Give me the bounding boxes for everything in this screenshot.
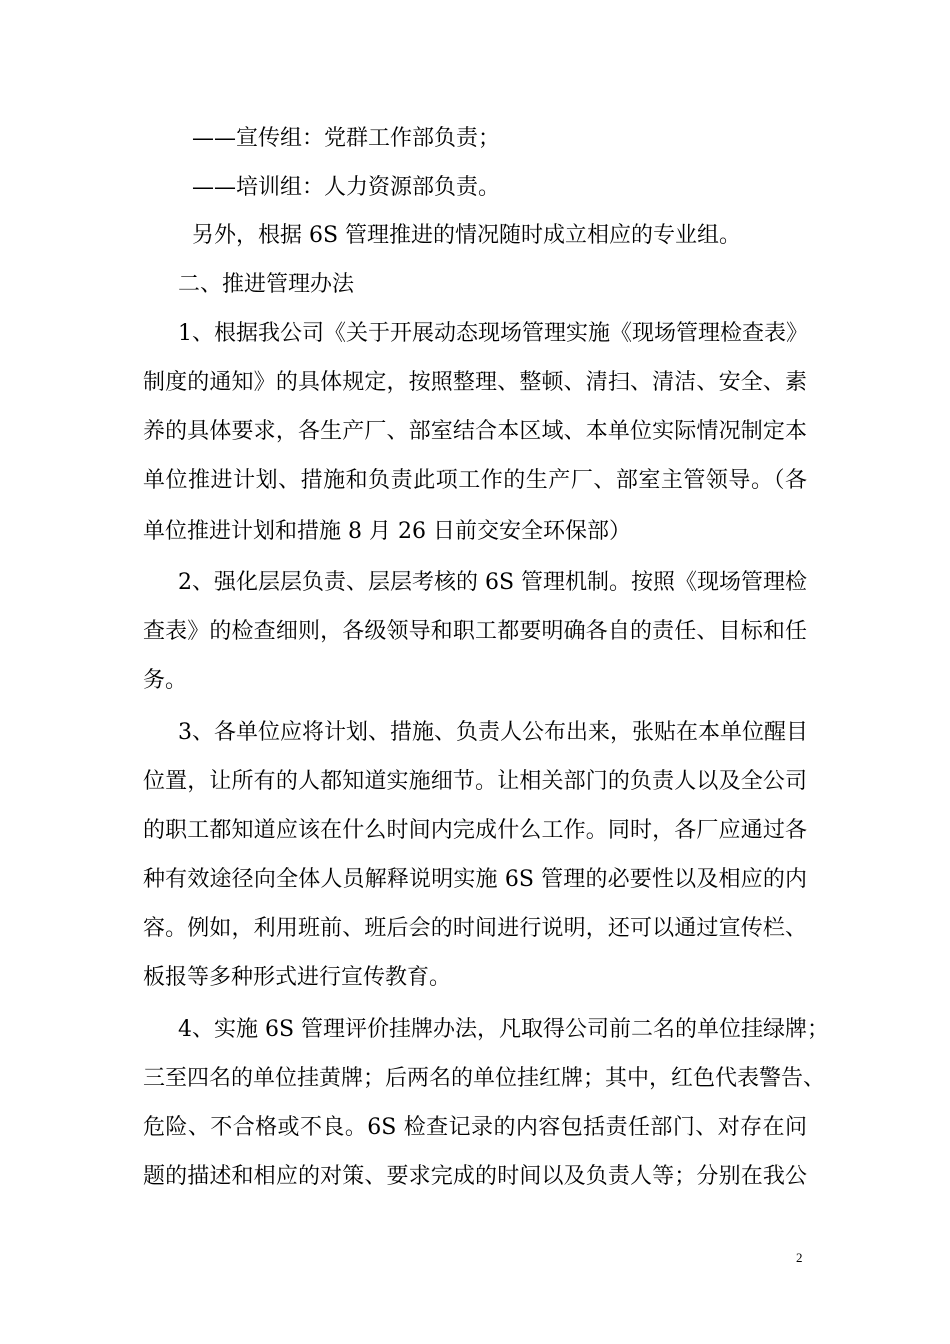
paragraph-1-line-5: 单位推进计划和措施 8 月 26 日前交安全环保部） bbox=[143, 519, 631, 544]
paragraph-1-line-2: 制度的通知》的具体规定，按照整理、整顿、清扫、清洁、安全、素 bbox=[143, 370, 807, 395]
paragraph-3-line-5: 容。例如，利用班前、班后会的时间进行说明，还可以通过宣传栏、 bbox=[143, 916, 807, 941]
text-line-training-group: ——培训组：人力资源部负责。 bbox=[192, 175, 501, 200]
text-line-specialized-groups: 另外，根据 6S 管理推进的情况随时成立相应的专业组。 bbox=[192, 223, 742, 248]
text-line-propaganda-group: ——宣传组：党群工作部负责； bbox=[192, 126, 501, 151]
page-number: 2 bbox=[796, 1250, 803, 1265]
paragraph-4-line-2: 三至四名的单位挂黄牌；后两名的单位挂红牌；其中，红色代表警告、 bbox=[143, 1066, 826, 1091]
paragraph-4-line-3: 危险、不合格或不良。6S 检查记录的内容包括责任部门、对存在问 bbox=[143, 1115, 807, 1140]
paragraph-1-line-3: 养的具体要求，各生产厂、部室结合本区域、本单位实际情况制定本 bbox=[143, 419, 807, 444]
paragraph-3-line-4: 种有效途径向全体人员解释说明实施 6S 管理的必要性以及相应的内 bbox=[143, 867, 807, 892]
paragraph-2-line-3: 务。 bbox=[143, 668, 188, 693]
paragraph-3-line-2: 位置，让所有的人都知道实施细节。让相关部门的负责人以及全公司 bbox=[143, 769, 807, 794]
paragraph-4-line-1: 4、实施 6S 管理评价挂牌办法，凡取得公司前二名的单位挂绿牌； bbox=[178, 1017, 830, 1042]
paragraph-1-line-4: 单位推进计划、措施和负责此项工作的生产厂、部室主管领导。（各 bbox=[143, 468, 807, 493]
paragraph-4-line-4: 题的描述和相应的对策、要求完成的时间以及负责人等；分别在我公 bbox=[143, 1164, 807, 1189]
paragraph-3-line-6: 板报等多种形式进行宣传教育。 bbox=[143, 965, 452, 990]
paragraph-2-line-1: 2、强化层层负责、层层考核的 6S 管理机制。按照《现场管理检 bbox=[178, 570, 808, 595]
paragraph-3-line-1: 3、各单位应将计划、措施、负责人公布出来，张贴在本单位醒目 bbox=[178, 720, 808, 745]
section-heading-management-methods: 二、推进管理办法 bbox=[178, 272, 355, 297]
paragraph-3-line-3: 的职工都知道应该在什么时间内完成什么工作。同时，各厂应通过各 bbox=[143, 818, 807, 843]
paragraph-1-line-1: 1、根据我公司《关于开展动态现场管理实施《现场管理检查表》 bbox=[178, 321, 808, 346]
paragraph-2-line-2: 查表》的检查细则，各级领导和职工都要明确各自的责任、目标和任 bbox=[143, 619, 807, 644]
